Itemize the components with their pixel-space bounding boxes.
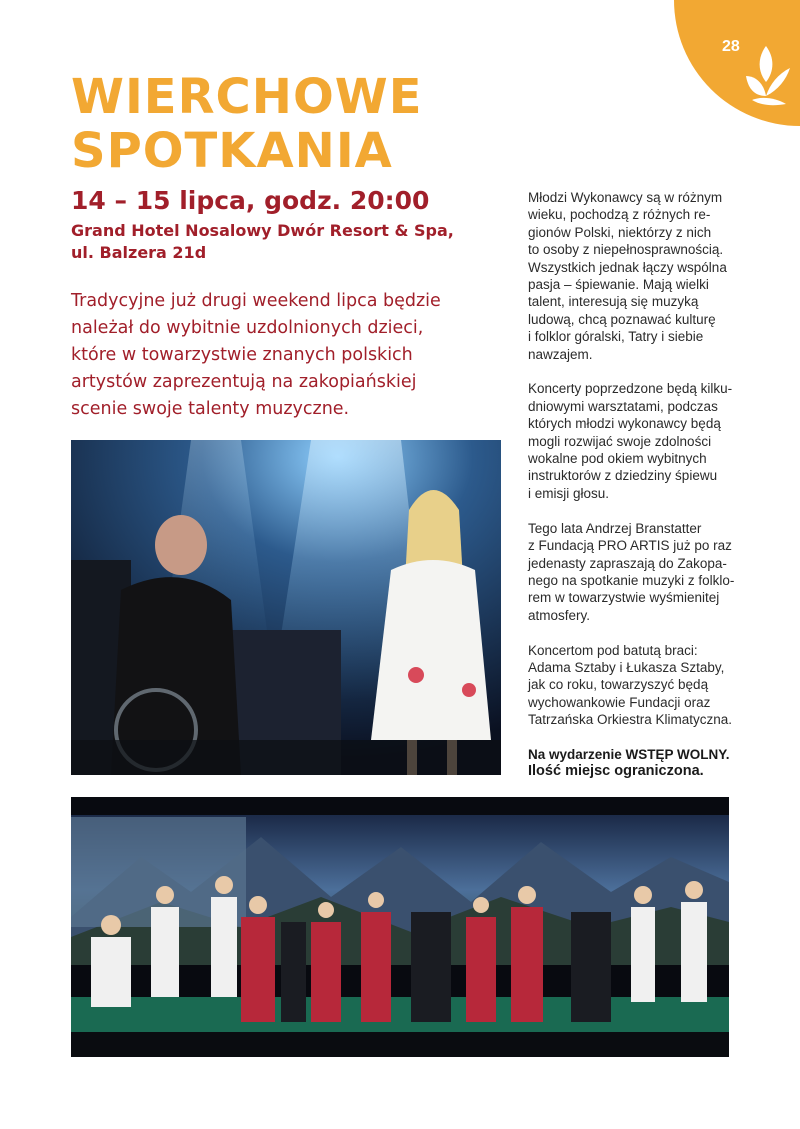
lead-paragraph: Tradycyjne już drugi weekend lipca będzie należał do wybitnie uzdolnionych dzieci, które w towarzystwie znanych polskich artystów zaprezentują na zakopiańskiej scenie swoje talenty muzyczne. (71, 291, 441, 419)
concert-photo-duet (71, 440, 501, 775)
event-date: 14 – 15 lipca, godz. 20:00 (71, 186, 430, 215)
page-number: 28 (722, 38, 740, 55)
paragraph-workshops: Koncerty poprzedzone będą kilku- dniowymi warsztatami, podczas których młodzi wykonawcy będą mogli rozwijać swoje zdolności wokalne pod okiem wybitnych instruktorów z dziedziny śpiewu i emisji głosu. (528, 381, 733, 501)
admission-notice: Na wydarzenie WSTĘP WOLNY. Ilość miejsc ograniczona. (528, 746, 730, 780)
paragraph-organizers: Tego lata Andrzej Branstatter z Fundacją PRO ARTIS już po raz jedenasty zapraszają do Zakopa- nego na spotkanie muzyki z folklo- rem w towarzystwie wyśmienitej atmosfery. (528, 520, 735, 623)
body-column (528, 189, 768, 798)
corner-leaf-icon (742, 42, 800, 112)
paragraph-performers: Młodzi Wykonawcy są w różnym wieku, pochodzą z różnych re- gionów Polski, niektórzy z nich to osoby z niepełnosprawnością. Wszystkich jednak łączy wspólna pasja – śpiewanie. Mają wielki talent, interesują się muzyką ludową, chcą poznawać kulturę i folklor góralski, Tatry i siebie nawzajem. (528, 190, 727, 362)
concert-photo-ensemble (71, 797, 729, 1057)
paragraph-conductors: Koncertom pod batutą braci: Adama Sztaby i Łukasza Sztaby, jak co roku, towarzyszyć będą wychowankowie Fundacji oraz Tatrzańska Orkiestra Klimatyczna. (528, 642, 733, 728)
event-venue: Grand Hotel Nosalowy Dwór Resort & Spa, ul. Balzera 21d (71, 221, 454, 262)
page-title: WIERCHOWE SPOTKANIA (71, 69, 423, 179)
